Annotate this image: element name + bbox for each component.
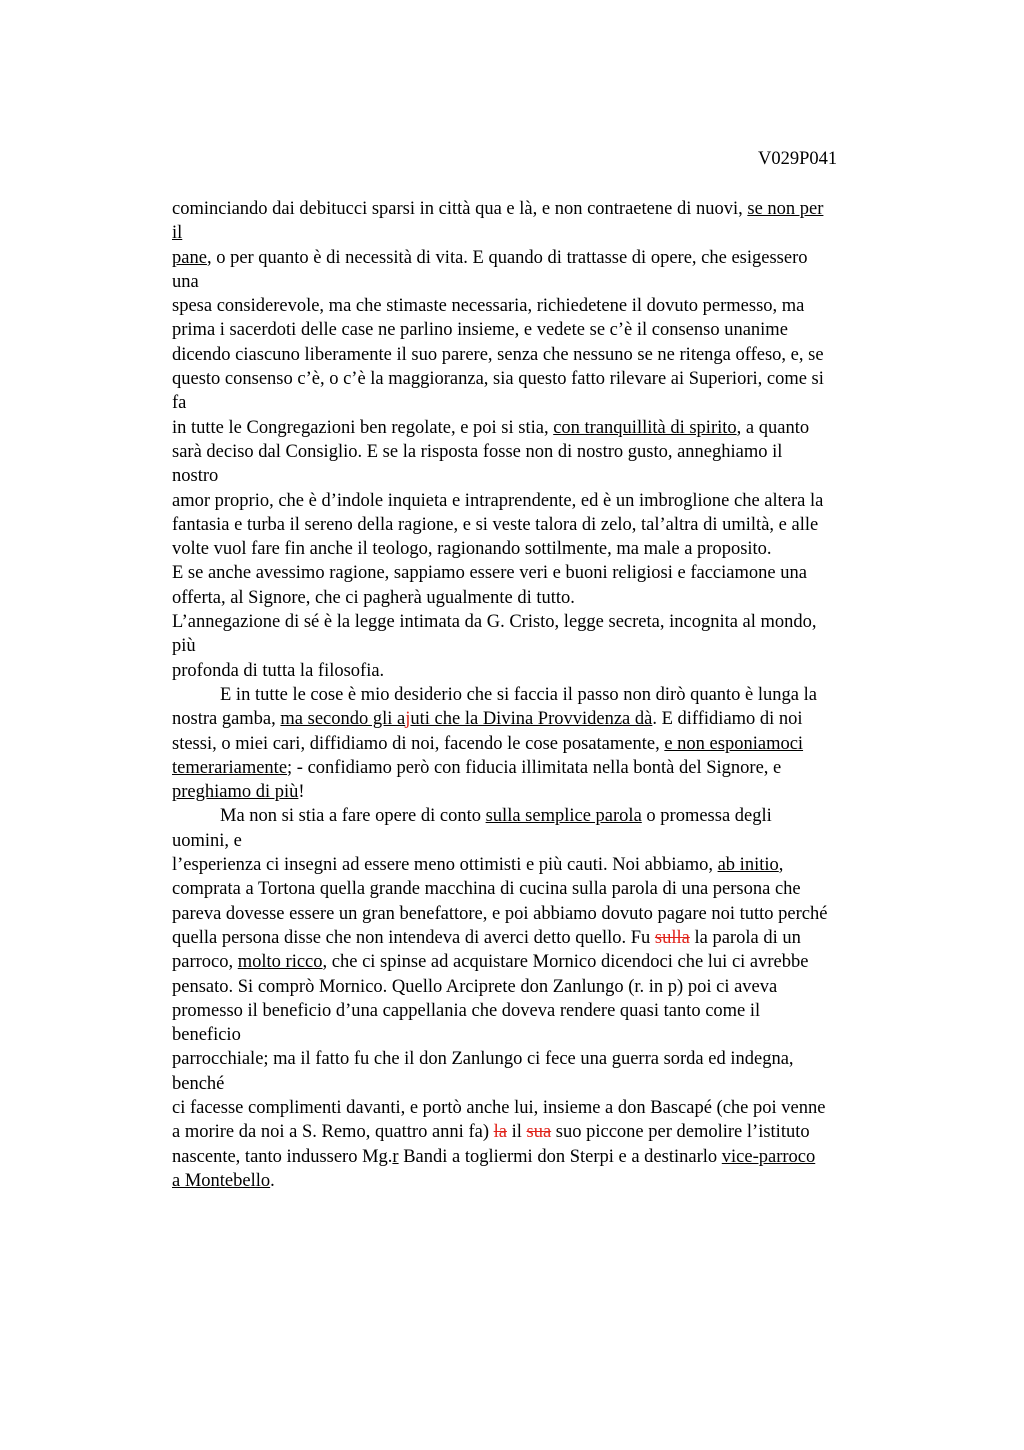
text-segment: offerta, al Signore, che ci pagherà ugualmente di tutto. (172, 587, 575, 608)
text-line (172, 1023, 912, 1047)
text-line (172, 318, 912, 342)
text-line (172, 877, 912, 901)
text-segment: ci facesse complimenti davanti, e portò anche lui, insieme a don Bascapé (che poi venne (172, 1097, 826, 1118)
underlined-text: r (392, 1146, 399, 1167)
text-segment: E se anche avessimo ragione, sappiamo essere veri e buoni religiosi e facciamone una (172, 563, 807, 584)
text-line (172, 561, 912, 585)
text-segment: spesa considerevole, ma che stimaste necessaria, richiedetene il dovuto permesso, ma (172, 296, 805, 317)
text-segment: parroco, (172, 952, 238, 973)
text-segment: ; - confidiamo però con fiducia illimitata nella bontà del Signore, e (287, 757, 782, 778)
text-segment: . (270, 1170, 275, 1191)
text-segment: , (778, 855, 784, 876)
text-segment: promesso il beneficio d’una cappellania che doveva rendere quasi tanto come il (172, 1000, 761, 1021)
page-identifier: V029P041 (758, 149, 838, 169)
text-segment: parrocchiale; ma il fatto fu che il don Zanlungo ci fece una guerra sorda ed indegna, (172, 1049, 794, 1070)
text-line (172, 586, 912, 610)
text-line (172, 294, 912, 318)
text-line (172, 367, 912, 391)
text-line (172, 902, 912, 926)
underlined-text: temerariamente (172, 757, 288, 778)
text-segment: stessi, o miei cari, diffidiamo di noi, facendo le cose posatamente, (172, 733, 665, 754)
text-segment: volte vuol fare fin anche il teologo, ragionando sottilmente, ma male a proposito. (172, 539, 772, 560)
text-segment: più (172, 636, 196, 657)
text-segment: nascente, tanto indussero Mg. (172, 1146, 393, 1167)
text-segment: amor proprio, che è d’indole inquieta e intraprendente, ed è un imbroglione che altera la (172, 490, 824, 511)
underlined-text: molto ricco (237, 952, 323, 973)
text-segment: , o per quanto è di necessità di vita. E quando di trattasse di opere, che esigessero (206, 247, 808, 268)
text-line (172, 707, 912, 731)
deleted-text: sulla (654, 927, 690, 948)
text-line (172, 975, 912, 999)
deleted-text: sua (526, 1122, 552, 1143)
text-segment: sarà deciso dal Consiglio. E se la risposta fosse non di nostro gusto, anneghiamo il (172, 441, 783, 462)
text-segment: a morire da noi a S. Remo, quattro anni fa) (172, 1122, 494, 1143)
text-line (172, 270, 912, 294)
text-segment: la parola di un (689, 927, 801, 948)
text-segment: nostra gamba, (172, 709, 281, 730)
text-line (172, 634, 912, 658)
text-line (172, 537, 912, 561)
text-line (172, 246, 912, 270)
underlined-text: vice-parroco (721, 1146, 816, 1167)
text-segment: Bandi a togliermi don Sterpi e a destinarlo (398, 1146, 722, 1167)
text-line (172, 1169, 912, 1193)
text-segment: Ma non si stia a fare opere di conto (220, 806, 486, 827)
underlined-text: uti che la Divina Provvidenza dà (410, 709, 653, 730)
text-segment: , che ci spinse ad acquistare Mornico dicendoci che lui ci avrebbe (322, 952, 809, 973)
text-segment: l’esperienza ci insegni ad essere meno ottimisti e più cauti. Noi abbiamo, (172, 855, 718, 876)
document-body (172, 197, 912, 1193)
text-line (172, 416, 912, 440)
text-segment: fa (172, 393, 187, 414)
correction-text: j (405, 709, 411, 730)
text-line (172, 926, 912, 950)
underlined-text: pane (172, 247, 207, 268)
text-segment: quella persona disse che non intendeva di averci detto quello. Fu (172, 927, 655, 948)
underlined-text: ma secondo gli a (280, 709, 406, 730)
text-line (172, 732, 912, 756)
underlined-text: se non per (747, 199, 824, 219)
text-segment: . E diffidiamo di noi (652, 709, 803, 730)
text-line (172, 513, 912, 537)
text-line (172, 489, 912, 513)
text-segment: suo piccone per demolire l’istituto (551, 1122, 810, 1143)
text-line (172, 853, 912, 877)
text-segment: L’annegazione di sé è la legge intimata da G. Cristo, legge secreta, incognita al mondo, (172, 612, 817, 633)
text-segment: beneficio (172, 1025, 241, 1046)
text-segment: una (172, 271, 199, 292)
text-line (172, 829, 912, 853)
text-line (172, 999, 912, 1023)
text-line (172, 464, 912, 488)
text-line (172, 659, 912, 683)
text-segment: cominciando dai debitucci sparsi in città qua e là, e non contraetene di nuovi, (172, 199, 748, 219)
text-line (172, 1145, 912, 1169)
text-segment: questo consenso c’è, o c’è la maggioranza, sia questo fatto rilevare ai Superiori, come si (172, 369, 824, 390)
underlined-text: preghiamo di più (172, 782, 299, 803)
text-segment: benché (172, 1073, 225, 1094)
text-line (172, 221, 912, 245)
text-line (172, 440, 912, 464)
text-line (172, 391, 912, 415)
text-line (172, 610, 912, 634)
text-line (172, 1072, 912, 1096)
text-line (172, 780, 912, 804)
text-segment: comprata a Tortona quella grande macchina di cucina sulla parola di una persona che (172, 879, 801, 900)
text-line (172, 1047, 912, 1071)
underlined-text: a Montebello (172, 1170, 271, 1191)
text-line (172, 950, 912, 974)
underlined-text: con tranquillità di spirito (553, 417, 737, 438)
text-line (172, 1096, 912, 1120)
text-segment: pareva dovesse essere un gran benefattore, e poi abbiamo dovuto pagare noi tutto perché (172, 903, 828, 924)
underlined-text: sulla semplice parola (485, 806, 642, 827)
text-line (172, 197, 912, 221)
text-segment: dicendo ciascuno liberamente il suo parere, senza che nessuno se ne ritenga offeso, e, se (172, 344, 824, 365)
text-segment: pensato. Si comprò Mornico. Quello Arciprete don Zanlungo (r. in p) poi ci aveva (172, 976, 778, 997)
text-segment: ! (298, 782, 305, 803)
underlined-text: il (172, 223, 183, 244)
underlined-text: e non esponiamoci (664, 733, 804, 754)
text-line (172, 343, 912, 367)
text-line (172, 804, 912, 828)
text-line (172, 1120, 912, 1144)
text-segment: prima i sacerdoti delle case ne parlino insieme, e vedete se c’è il consenso unanime (172, 320, 788, 341)
text-segment: E in tutte le cose è mio desiderio che si faccia il passo non dirò quanto è lunga la (220, 684, 817, 705)
text-segment: in tutte le Congregazioni ben regolate, e poi si stia, (172, 417, 554, 438)
text-line (172, 683, 912, 707)
text-segment: fantasia e turba il sereno della ragione, e si veste talora di zelo, tal’altra di umiltà, e alle (172, 514, 819, 535)
text-segment: , a quanto (736, 417, 810, 438)
underlined-text: ab initio (717, 855, 779, 876)
text-segment: profonda di tutta la filosofia. (172, 660, 385, 681)
text-segment: o promessa degli (641, 806, 772, 827)
text-segment: nostro (172, 466, 219, 487)
text-segment: uomini, e (172, 830, 242, 851)
text-segment: il (506, 1122, 527, 1143)
deleted-text: la (493, 1122, 507, 1143)
text-line (172, 756, 912, 780)
